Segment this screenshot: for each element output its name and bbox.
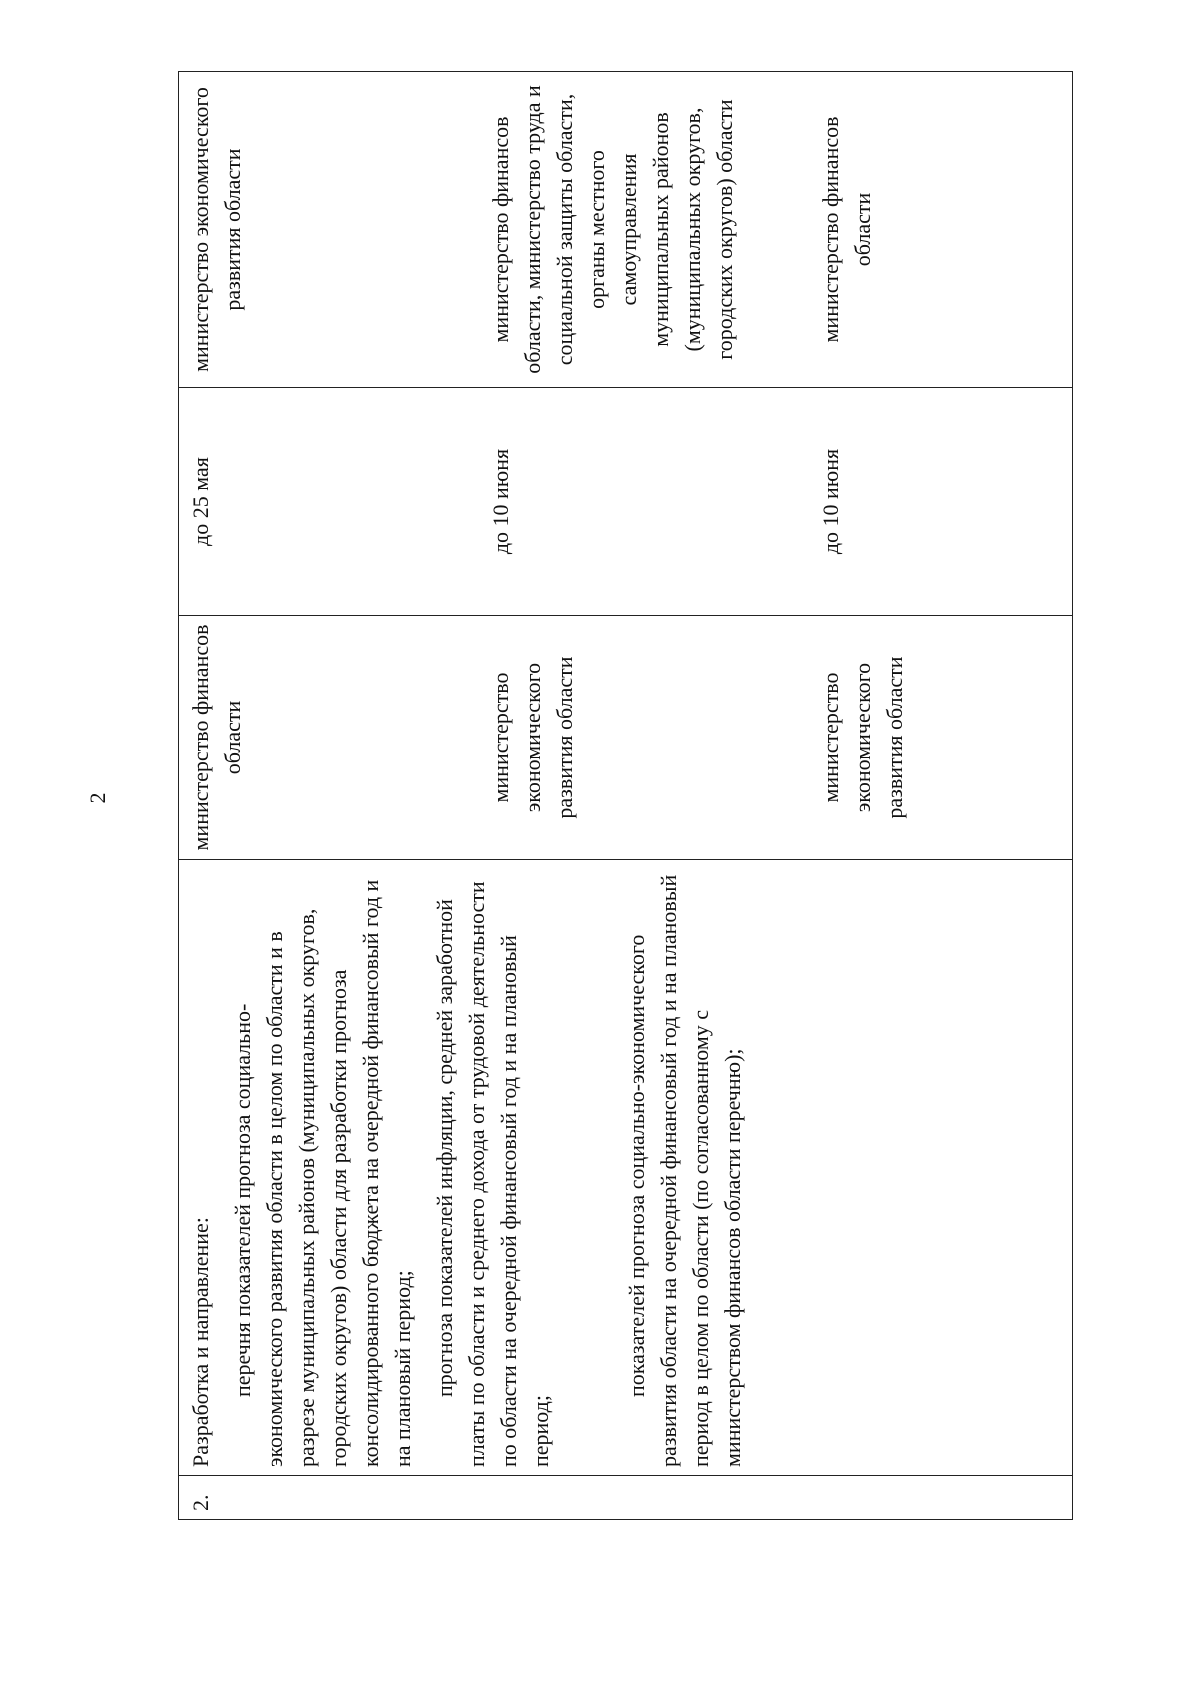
action-cell	[179, 860, 1073, 1476]
responsible-item-3: министерство экономического развития области	[818, 656, 907, 819]
term-item-3: до 10 июня	[818, 448, 843, 555]
page-number: 2	[85, 792, 110, 804]
row-number: 2.	[188, 1494, 213, 1511]
action-item-2: прогноза показателей инфляции, средней заработной платы по области и среднего дохода от трудовой деятельности по области на очередной финансовый год и на плановый период;	[432, 881, 553, 1467]
co-executors-item-1: министерство экономического развития области	[188, 87, 245, 372]
responsible-item-1: министерство финансов области	[188, 624, 245, 851]
term-cell	[179, 388, 1073, 616]
co-executors-item-2: министерство финансов области, министерство труда и социальной защиты области, органы местного самоуправления муниципальных районов (муниципальных округов, городских округов) области	[488, 85, 737, 374]
responsible-item-2: министерство экономического развития области	[488, 656, 577, 819]
action-item-1: перечня показателей прогноза социально-экономического развития области в целом по области и в разрезе муниципальных районов (муниципальных округов, городских округов) области для разработки прогноза консолидированного бюджета на очередной финансовый год и на плановый период;	[230, 879, 415, 1467]
action-heading: Разработка и направление:	[188, 1217, 213, 1467]
row-number-cell	[179, 1476, 1073, 1520]
responsible-cell	[179, 616, 1073, 860]
term-item-2: до 10 июня	[488, 448, 513, 555]
co-executors-item-3: министерство финансов области	[818, 116, 875, 343]
action-item-3: показателей прогноза социально-экономического развития области на очередной финансовый год и на плановый период в целом по области (по согласованному с министерством финансов области перечню);	[624, 874, 745, 1467]
term-item-1: до 25 мая	[188, 457, 213, 546]
plan-table	[178, 71, 1073, 1520]
table-row	[179, 72, 1073, 1520]
table-container	[178, 72, 1073, 1520]
co-executors-cell	[179, 72, 1073, 388]
